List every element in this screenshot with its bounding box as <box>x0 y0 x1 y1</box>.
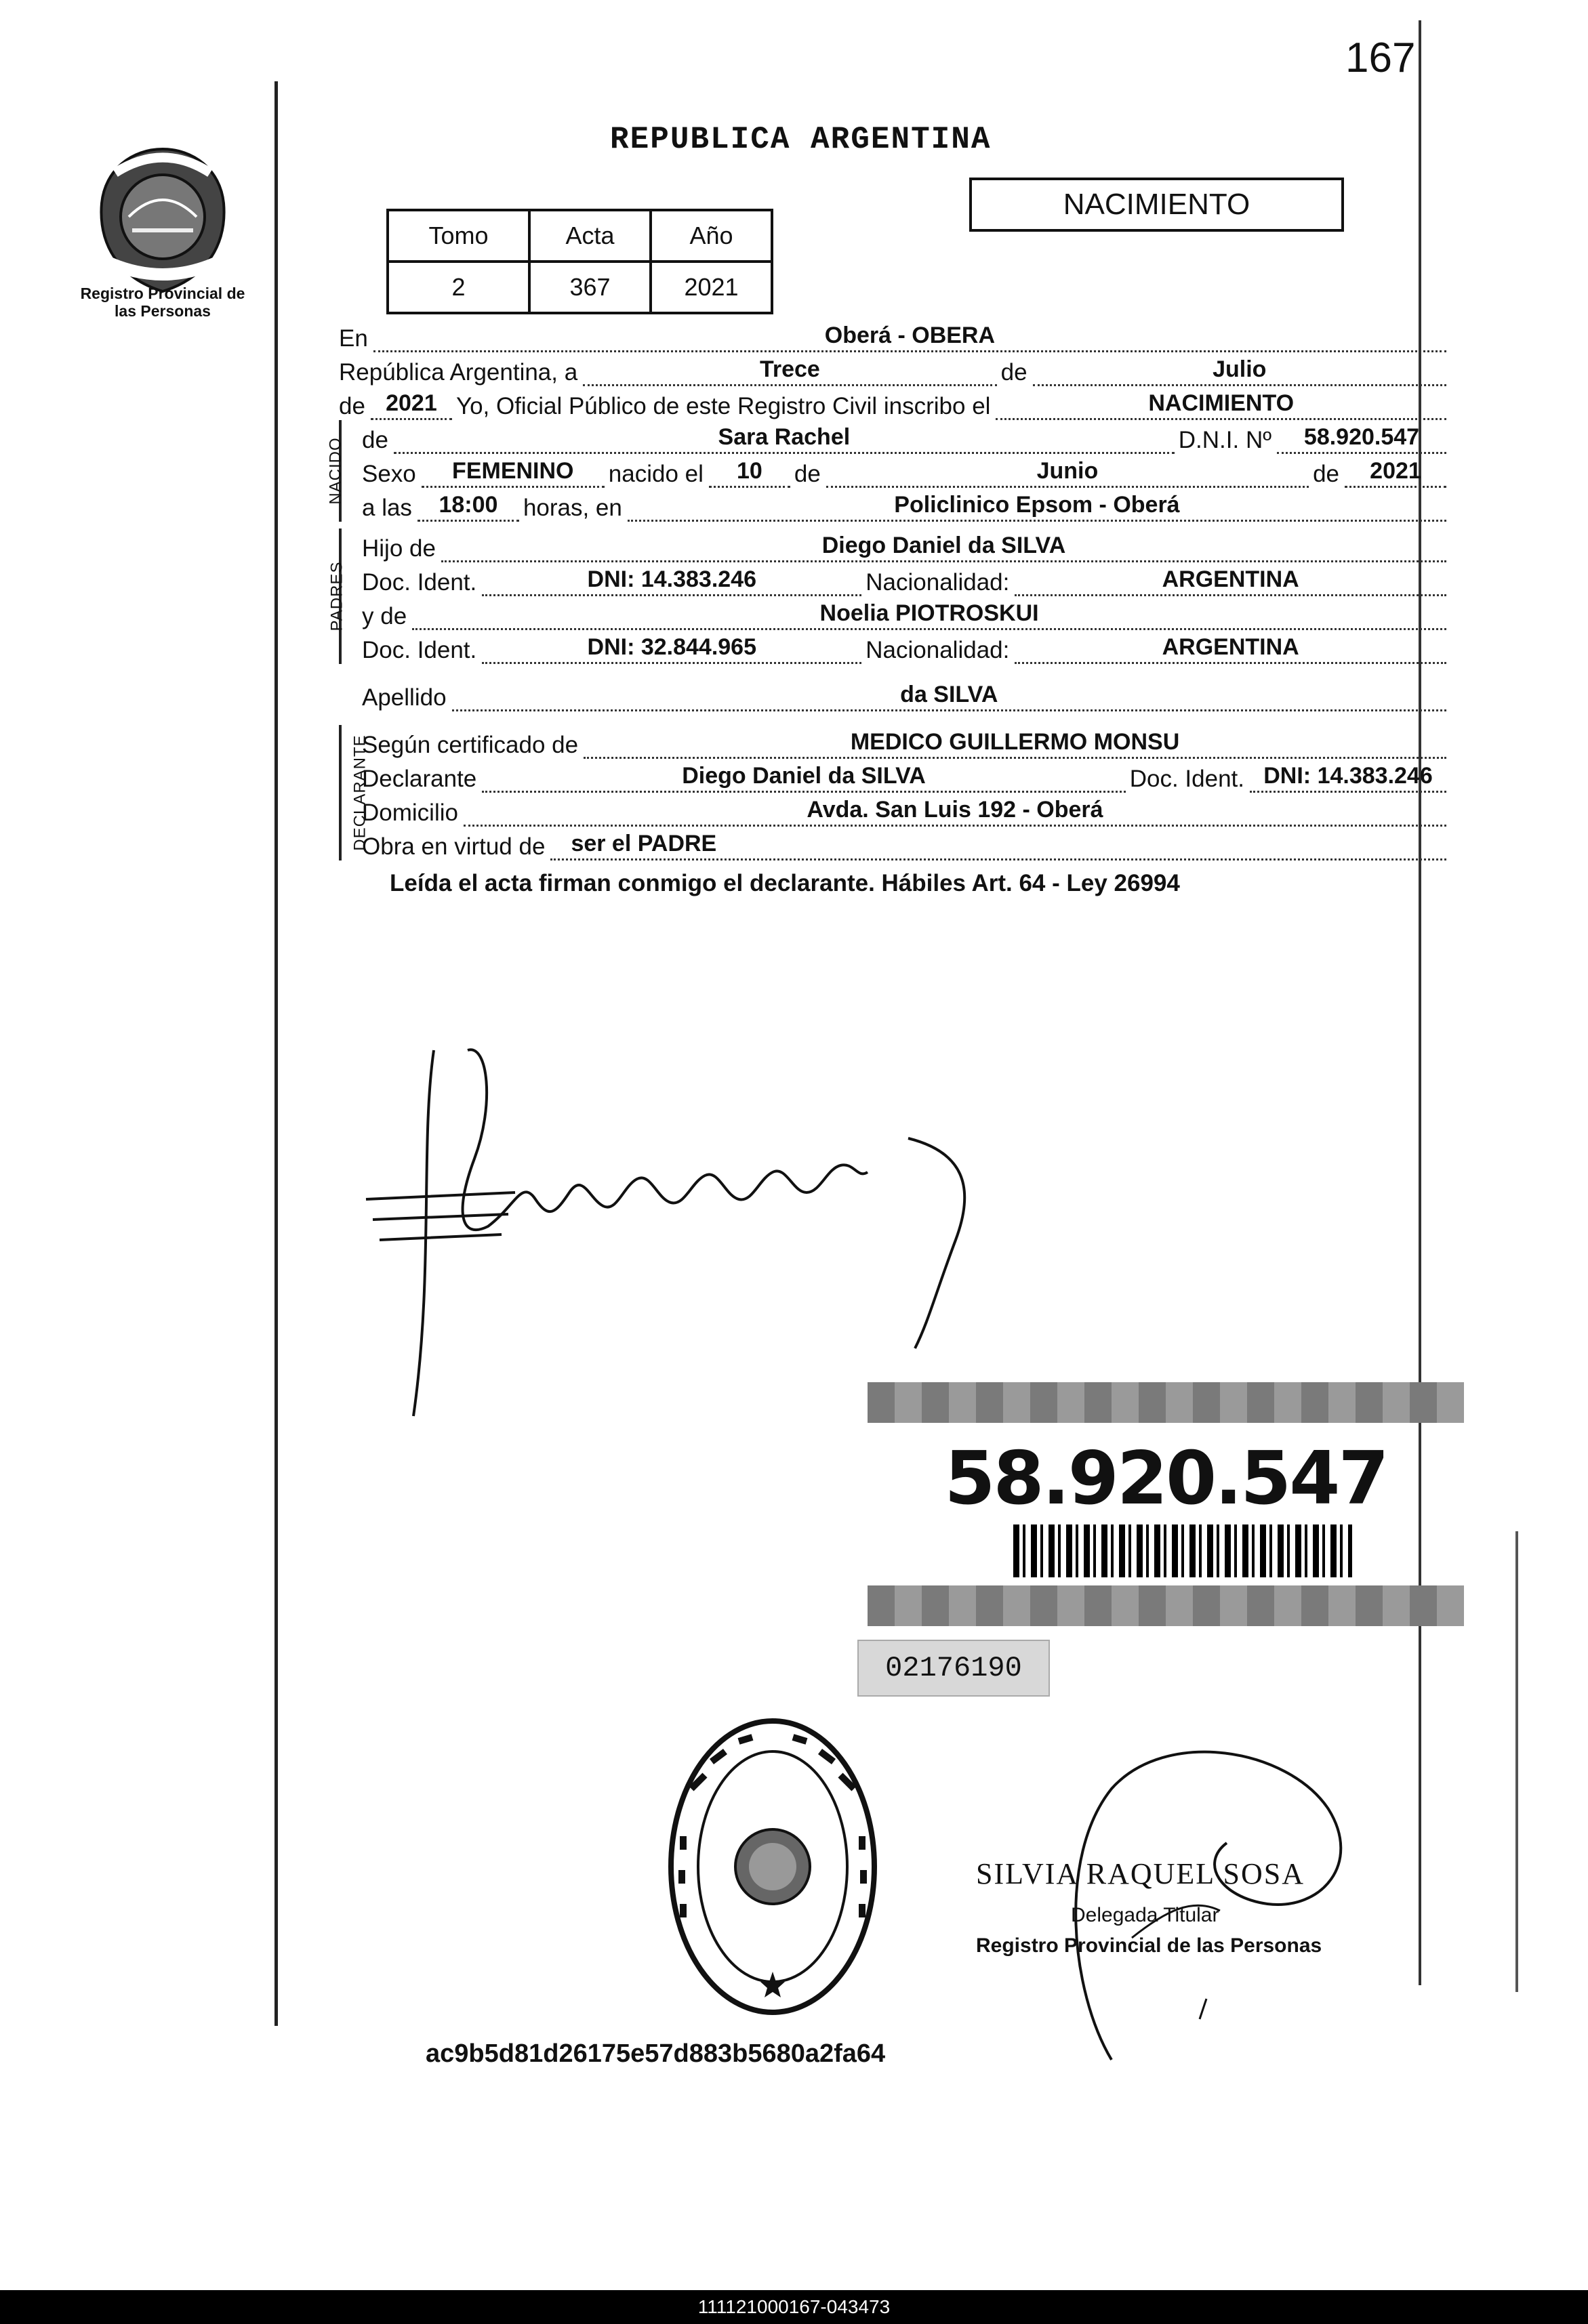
official-office: Registro Provincial de las Personas <box>976 1934 1322 1957</box>
dni-tag <box>868 1382 1464 1626</box>
field-madre: Noelia PIOTROSKUI <box>412 602 1446 630</box>
barcode-icon <box>1013 1524 1352 1577</box>
row-apellido <box>339 678 1450 711</box>
label-de: de <box>1000 359 1027 386</box>
label-doc-madre: Doc. Ident. <box>362 637 477 663</box>
left-margin-rule <box>274 81 278 2026</box>
field-dia-nac: 10 <box>709 460 790 488</box>
field-padre: Diego Daniel da SILVA <box>441 535 1446 562</box>
registry-header-anio: Año <box>651 210 772 262</box>
field-padre-doc: DNI: 14.383.246 <box>482 568 861 596</box>
registry-value-acta: 367 <box>529 262 651 313</box>
row-madre-doc <box>362 630 1450 664</box>
registry-header-row <box>388 210 772 262</box>
country-title: REPUBLICA ARGENTINA <box>610 122 992 157</box>
field-dni: 58.920.547 <box>1277 426 1446 454</box>
field-declarante: Diego Daniel da SILVA <box>482 765 1125 793</box>
label-obra: Obra en virtud de <box>362 833 546 860</box>
label-nac-madre: Nacionalidad: <box>866 637 1010 663</box>
section-declarante <box>339 725 1450 860</box>
label-horas-en: horas, en <box>523 495 622 521</box>
label-a-las: a las <box>362 495 412 521</box>
page-number: 167 <box>1345 35 1416 81</box>
right-edge-rule <box>1515 1531 1518 1992</box>
field-hora: 18:00 <box>418 494 519 522</box>
provincial-seal-icon <box>91 142 234 298</box>
right-margin-rule <box>1419 20 1421 1985</box>
document-hash: ac9b5d81d26175e57d883b5680a2fa64 <box>426 2039 886 2068</box>
registry-header-tomo: Tomo <box>388 210 529 262</box>
row-sexo <box>362 454 1450 488</box>
official-name: SILVIA RAQUEL SOSA <box>976 1857 1305 1890</box>
row-domicilio <box>362 793 1450 827</box>
field-declarante-doc: DNI: 14.383.246 <box>1250 765 1446 793</box>
registry-value-tomo: 2 <box>388 262 529 313</box>
label-de2: de <box>339 393 365 419</box>
field-nombre: Sara Rachel <box>394 426 1175 454</box>
label-declarante: Declarante <box>362 766 477 792</box>
registro-label: Registro Provincial de las Personas <box>80 285 245 320</box>
row-declarante <box>362 759 1450 793</box>
delegation-stamp-icon <box>664 1714 881 2019</box>
field-anio: 2021 <box>371 392 452 420</box>
label-de-mes: de <box>794 461 821 487</box>
label-sexo: Sexo <box>362 461 416 487</box>
section-label-padres: PADRES <box>327 561 346 631</box>
field-dia: Trece <box>583 358 996 386</box>
label-y-de: y de <box>362 603 407 629</box>
label-domicilio: Domicilio <box>362 800 458 826</box>
row-hora <box>362 488 1450 522</box>
label-hijo-de: Hijo de <box>362 535 436 562</box>
field-madre-doc: DNI: 32.844.965 <box>482 636 861 664</box>
field-anio-nac: 2021 <box>1345 460 1446 488</box>
label-doc-declarante: Doc. Ident. <box>1129 766 1244 792</box>
field-domicilio: Avda. San Luis 192 - Oberá <box>464 799 1446 827</box>
official-role: Delegada Titular <box>1071 1904 1219 1926</box>
field-lugar-nac: Policlinico Epsom - Oberá <box>628 494 1446 522</box>
label-nacido-el: nacido el <box>608 461 704 487</box>
field-madre-nac: ARGENTINA <box>1015 636 1446 664</box>
field-mes-nac: Junio <box>826 460 1309 488</box>
footer-code: 111121000167-043473 <box>0 2290 1588 2324</box>
row-obra <box>362 827 1450 860</box>
label-inscribo: Yo, Oficial Público de este Registro Civil inscribo el <box>455 393 991 419</box>
label-dni: D.N.I. Nº <box>1178 427 1271 453</box>
label-nacido-de: de <box>362 427 388 453</box>
field-padre-nac: ARGENTINA <box>1015 568 1446 596</box>
section-padres <box>327 528 1450 664</box>
row-nombre <box>362 420 1450 454</box>
field-sexo: FEMENINO <box>422 460 605 488</box>
dni-tag-bottom-band <box>868 1585 1464 1626</box>
field-lugar: Oberá - OBERA <box>373 325 1446 352</box>
field-inscribo: NACIMIENTO <box>996 392 1446 420</box>
dni-tag-number: 58.920.547 <box>944 1436 1387 1521</box>
field-mes: Julio <box>1033 358 1446 386</box>
row-fecha <box>339 352 1450 386</box>
label-de-anio: de <box>1313 461 1339 487</box>
row-madre <box>362 596 1450 630</box>
section-nacido <box>326 420 1450 522</box>
label-en: En <box>339 325 368 352</box>
row-padre <box>362 528 1450 562</box>
label-nac-padre: Nacionalidad: <box>866 569 1010 596</box>
registry-header-acta: Acta <box>529 210 651 262</box>
row-lugar <box>339 318 1450 352</box>
registry-table <box>386 209 773 314</box>
registry-value-row <box>388 262 772 313</box>
control-number: 02176190 <box>857 1640 1050 1697</box>
section-label-declarante: DECLARANTE <box>350 734 369 851</box>
label-doc-padre: Doc. Ident. <box>362 569 477 596</box>
section-label-nacido: NACIDO <box>326 437 345 505</box>
field-certificado: MEDICO GUILLERMO MONSU <box>584 731 1446 759</box>
row-padre-doc <box>362 562 1450 596</box>
label-certificado: Según certificado de <box>362 732 579 758</box>
acta-type-box: NACIMIENTO <box>969 178 1344 232</box>
field-obra: ser el PADRE <box>550 833 1446 860</box>
leida-statement: Leída el acta firman conmigo el declarante. Hábiles Art. 64 - Ley 26994 <box>390 870 1180 896</box>
acta-body <box>326 318 1450 897</box>
field-apellido: da SILVA <box>452 684 1446 711</box>
label-republica: República Argentina, a <box>339 359 578 386</box>
dni-tag-top-band <box>868 1382 1464 1423</box>
registry-value-anio: 2021 <box>651 262 772 313</box>
row-certificado <box>362 725 1450 759</box>
label-apellido: Apellido <box>362 684 447 711</box>
row-inscribo <box>339 386 1450 420</box>
